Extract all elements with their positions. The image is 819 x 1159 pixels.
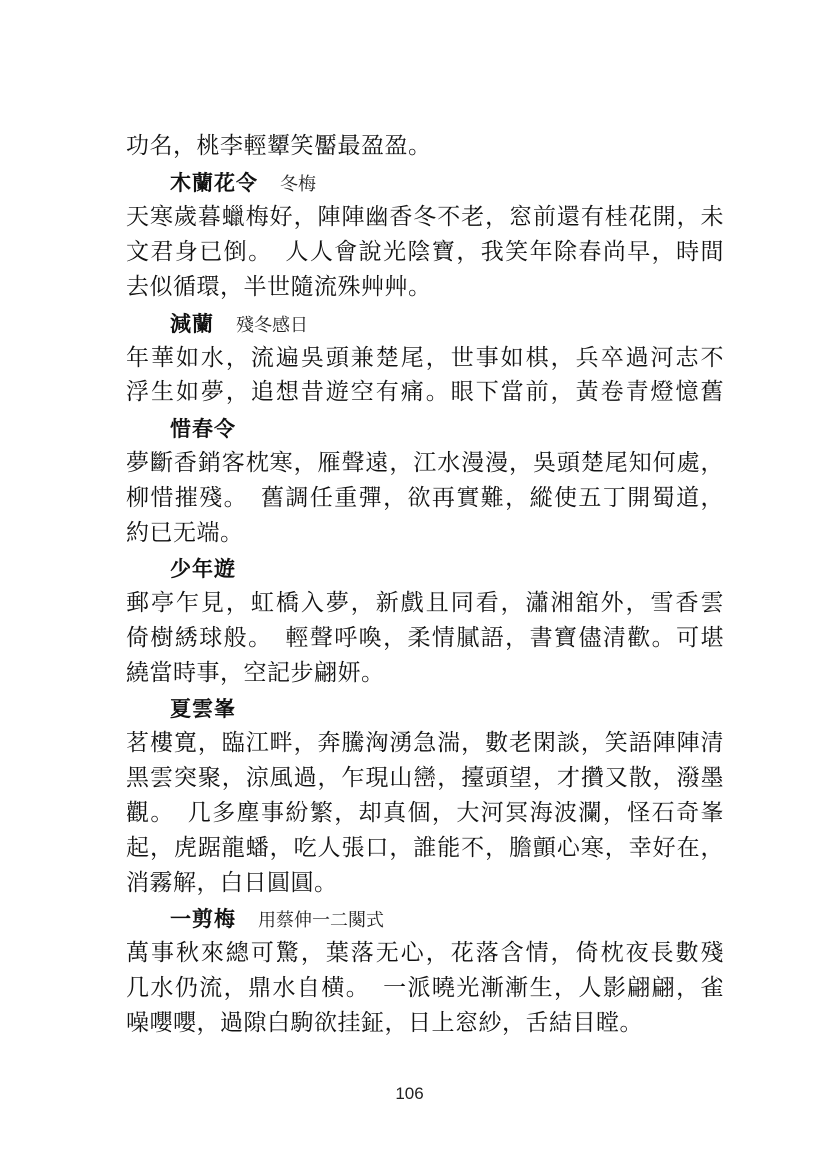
text-line: 茗樓寛，臨江畔，奔騰洶湧急湍，數老閑談，笑語陣陣清 — [126, 730, 724, 756]
poem-subtitle: 用蔡伸一二闋式 — [258, 910, 384, 931]
text-line: 噪嚶嚶，過隙白駒欲挂鉦，日上窓紗，舌結目瞠。 — [126, 1010, 643, 1036]
poem-heading — [170, 904, 384, 936]
text-line: 萬事秋來總可驚，葉落无心，花落含情，倚枕夜長數殘 — [126, 940, 724, 966]
text-line: 天寒歲暮蠟梅好，陣陣幽香冬不老，窓前還有桂花開，未 — [126, 204, 724, 230]
text-line: 起，虎踞龍蟠，吃人張口，誰能不，膽顫心寒，幸好在， — [126, 835, 724, 861]
poem-title: 夏雲峯 — [170, 697, 236, 721]
text-line: 夢斷香銷客枕寒，雁聲遠，江水漫漫，吳頭楚尾知何處， — [126, 450, 724, 476]
poem-heading — [170, 694, 236, 725]
text-line: 郵亭乍見，虹橋入夢，新戲且同看，瀟湘舘外，雪香雲 — [126, 590, 724, 616]
poem-title: 木蘭花令 — [170, 171, 258, 195]
text-line: 柳惜摧殘。 舊調任重彈，欲再實難，縱使五丁開蜀道， — [126, 485, 724, 511]
poem-title: 一剪梅 — [170, 907, 236, 931]
poem-subtitle: 殘冬感日 — [236, 315, 308, 336]
text-line: 倚樹綉球般。 輕聲呼喚，柔情膩語，書寶儘清歡。可堪 — [126, 625, 724, 651]
text-line: 去似循環，半世隨流殊艸艸。 — [126, 274, 432, 300]
text-line: 約已无端。 — [126, 520, 244, 546]
poem-heading — [170, 414, 236, 445]
poem-subtitle: 冬梅 — [280, 174, 316, 195]
poem-heading — [170, 309, 308, 341]
text-line: 觀。 几多塵事紛繁，却真個，大河冥海波瀾，怪石奇峯 — [126, 800, 724, 826]
poem-title: 惜春令 — [170, 417, 236, 441]
poem-heading — [170, 168, 316, 200]
text-line: 几水仍流，鼎水自横。 一派曉光漸漸生，人影翩翩，雀 — [126, 975, 724, 1001]
text-line: 浮生如夢，追想昔遊空有痛。眼下當前，黃卷青燈憶舊 — [126, 379, 724, 405]
poem-title: 少年遊 — [170, 557, 236, 581]
text-line: 功名，桃李輕顰笑靨最盈盈。 — [126, 133, 432, 159]
page-number: 106 — [395, 1084, 424, 1103]
text-line: 消霧解，白日圓圓。 — [126, 870, 338, 896]
poem-title: 減蘭 — [170, 312, 214, 336]
text-line: 年華如水，流遍吳頭兼楚尾，世事如棋，兵卒過河志不 — [126, 345, 724, 371]
poem-heading — [170, 554, 236, 585]
text-line: 繞當時事，空記步翩妍。 — [126, 660, 385, 686]
text-line: 黑雲突聚，涼風過，乍現山巒，擡頭望，才攢又散，潑墨 — [126, 765, 724, 791]
text-line: 文君身已倒。 人人會說光陰寶，我笑年除春尚早，時間 — [126, 239, 724, 265]
